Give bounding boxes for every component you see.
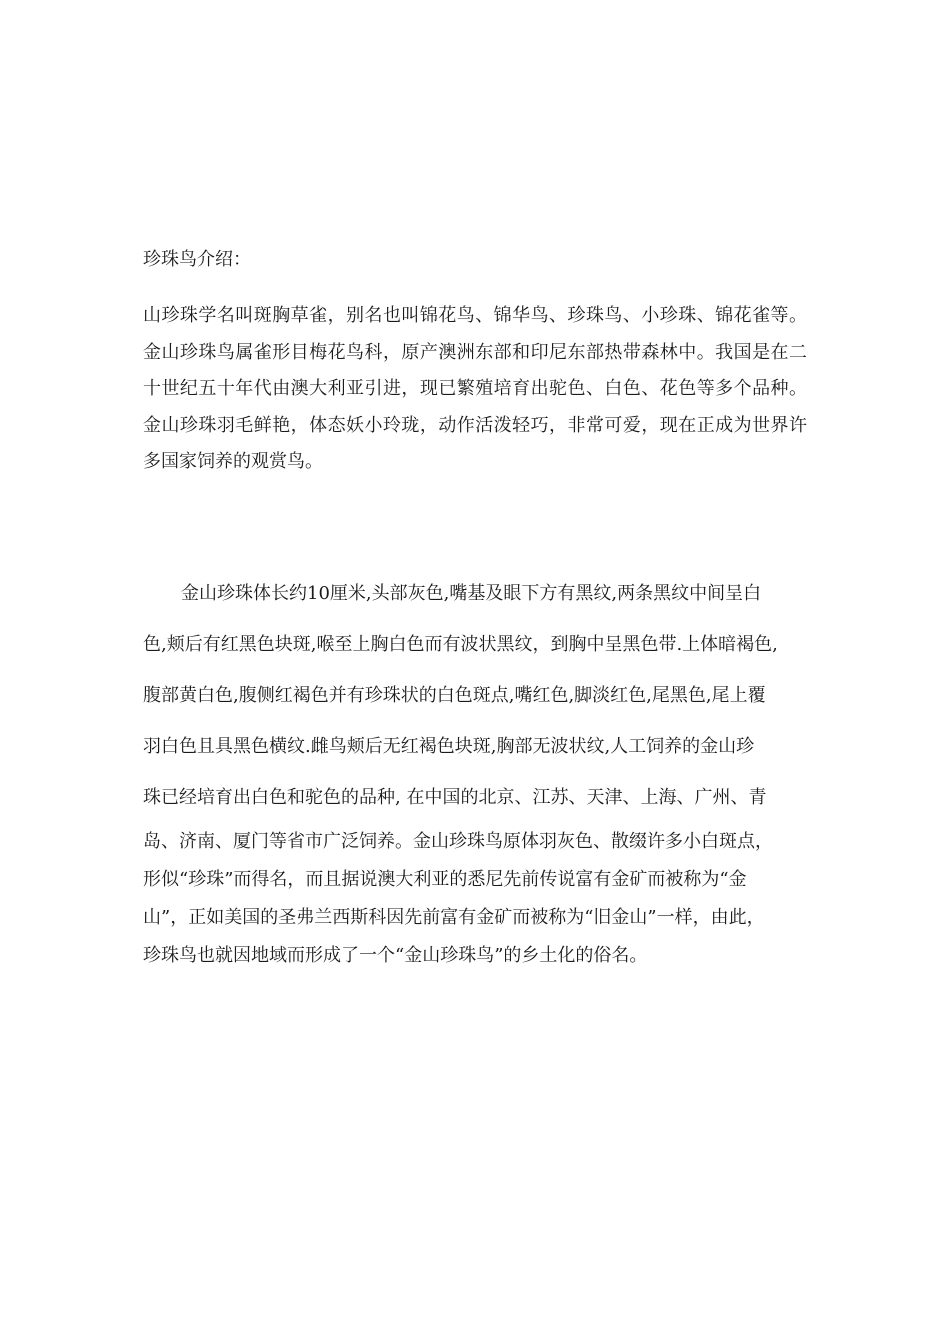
paragraph-line: 山”，正如美国的圣弗兰西斯科因先前富有金矿而被称为“旧金山”一样，由此， [143, 907, 765, 928]
paragraph-line: 形似“珍珠”而得名，而且据说澳大利亚的悉尼先前传说富有金矿而被称为“金 [143, 869, 747, 890]
paragraph-line: 腹部黄白色,腹侧红褐色并有珍珠状的白色斑点,嘴红色,脚淡红色,尾黑色,尾上覆 [143, 685, 766, 706]
paragraph-line: 岛、济南、厦门等省市广泛饲养。金山珍珠鸟原体羽灰色、散缀许多小白斑点， [143, 831, 773, 852]
paragraph-line: 金山珍珠体长约10厘米,头部灰色,嘴基及眼下方有黑纹,两条黑纹中间呈白 [181, 583, 762, 604]
paragraph-line: 珍珠鸟也就因地域而形成了一个“金山珍珠鸟”的乡土化的俗名。 [143, 945, 648, 966]
paragraph-line: 色,颊后有红黑色块斑,喉至上胸白色而有波状黑纹，到胸中呈黑色带.上体暗褐色, [143, 634, 778, 655]
paragraph-line: 珠已经培育出白色和驼色的品种, 在中国的北京、江苏、天津、上海、广州、青 [143, 787, 767, 808]
intro-paragraph: 山珍珠学名叫斑胸草雀，别名也叫锦花鸟、锦华鸟、珍珠鸟、小珍珠、锦花雀等。金山珍珠鸟属雀形目梅花鸟科，原产澳洲东部和印尼东部热带森林中。我国是在二十世纪五十年代由澳大利亚引进，现已繁殖培育出驼色、白色、花色等多个品种。金山珍珠羽毛鲜艳，体态妖小玲珑，动作活泼轻巧，非常可爱，现在正成为世界许多国家饲养的观赏鸟。 [143, 305, 807, 472]
description-paragraph [143, 568, 807, 975]
document-title: 珍珠鸟介绍： [143, 249, 251, 270]
paragraph-line: 羽白色且具黑色横纹.雌鸟颊后无红褐色块斑,胸部无波状纹,人工饲养的金山珍 [143, 736, 755, 757]
